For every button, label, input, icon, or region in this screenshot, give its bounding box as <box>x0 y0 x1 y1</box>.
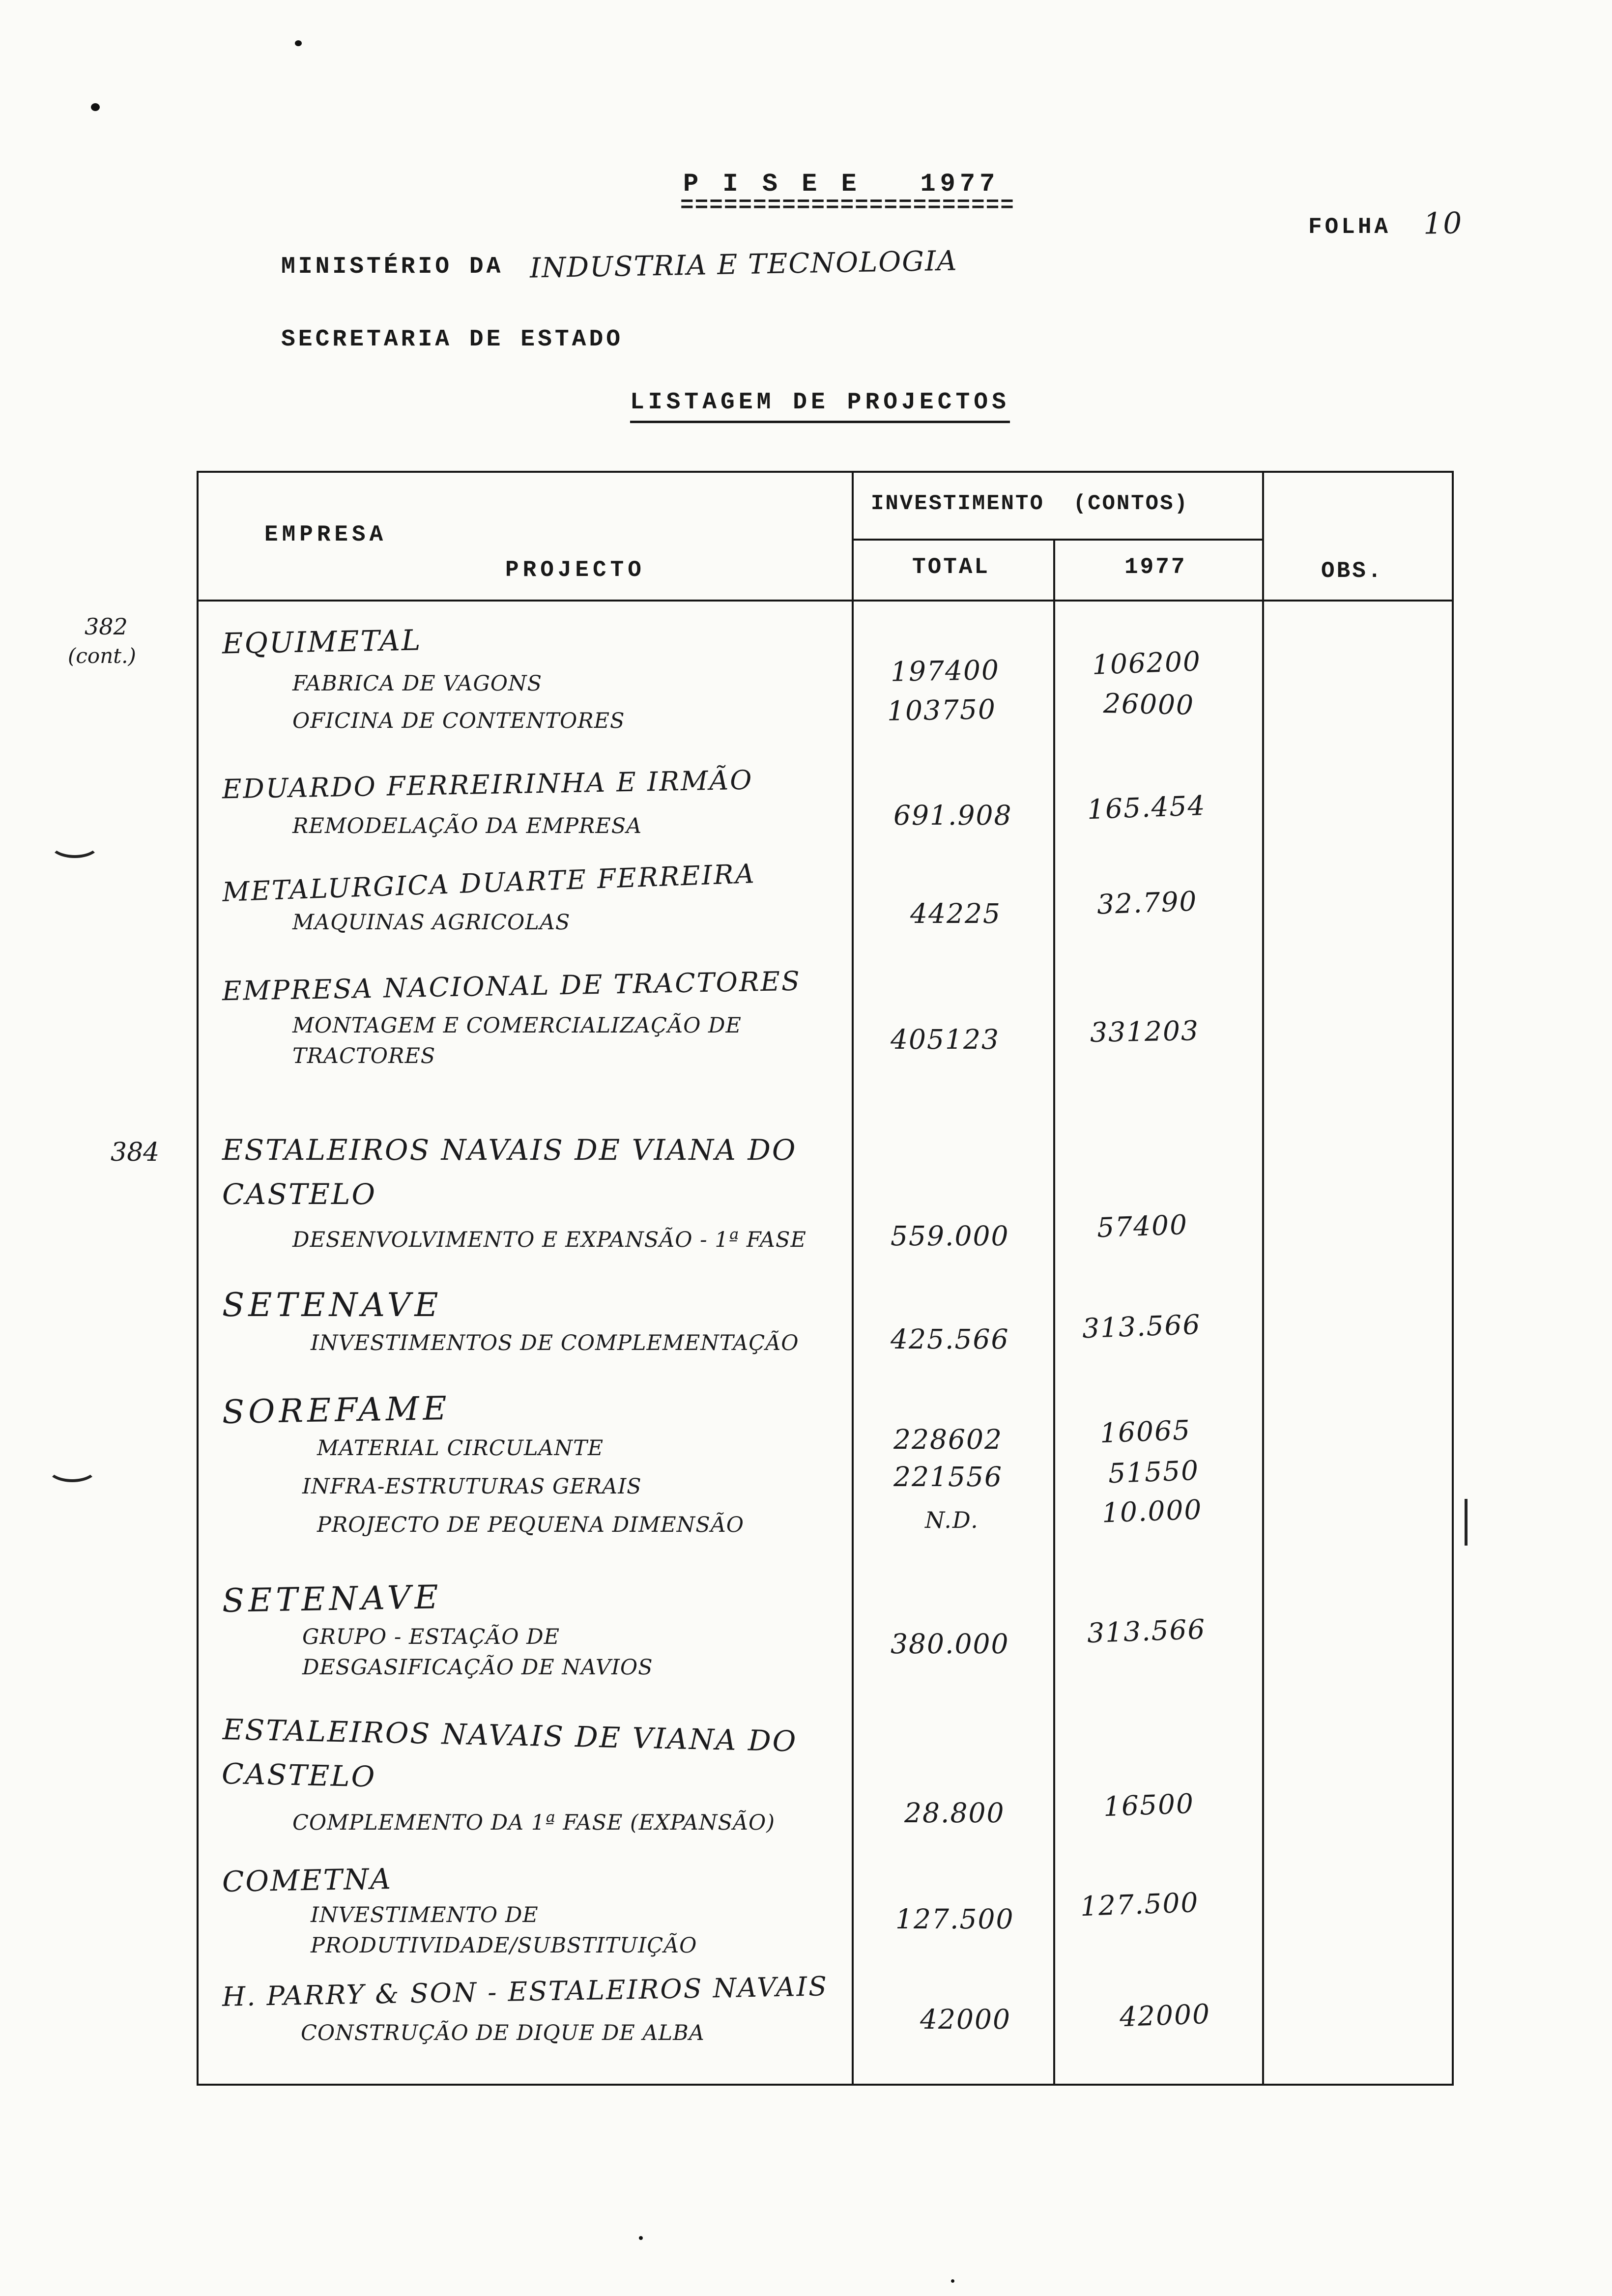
column-divider <box>1053 541 1055 2084</box>
company-name: COMETNA <box>222 1862 393 1899</box>
column-header-obs: OBS. <box>1321 558 1383 584</box>
ministry-handwritten: INDUSTRIA E TECNOLOGIA <box>529 245 958 285</box>
margin-note: (cont.) <box>68 644 136 668</box>
value-total: 103750 <box>887 693 997 727</box>
column-header-1977: 1977 <box>1124 554 1187 580</box>
project-name: OFICINA DE CONTENTORES <box>292 709 625 733</box>
project-name: GRUPO - ESTAÇÃO DE DESGASIFICAÇÃO DE NAVIOS <box>302 1625 653 1680</box>
value-total: 197400 <box>890 654 1000 688</box>
scan-speck <box>91 103 100 111</box>
value-1977: 51550 <box>1107 1454 1200 1490</box>
sheet-number: 10 <box>1423 206 1463 241</box>
company-name: METALURGICA DUARTE FERREIRA <box>222 858 756 908</box>
value-1977: 26000 <box>1103 688 1195 721</box>
company-name: ESTALEIROS NAVAIS DE VIANA DO CASTELO <box>221 1713 798 1794</box>
value-total: 691.908 <box>893 800 1012 831</box>
project-name: MONTAGEM E COMERCIALIZAÇÃO DE TRACTORES <box>292 1013 742 1069</box>
value-total: 425.566 <box>891 1323 1009 1355</box>
value-1977: 16065 <box>1099 1414 1191 1449</box>
value-1977: 32.790 <box>1096 885 1198 920</box>
project-name: REMODELAÇÃO DA EMPRESA <box>292 814 642 838</box>
value-total: 28.800 <box>904 1797 1005 1829</box>
value-total: 228602 <box>893 1424 1003 1455</box>
value-1977: 313.566 <box>1081 1308 1202 1345</box>
value-total: 405123 <box>891 1024 1000 1055</box>
company-name: EMPRESA NACIONAL DE TRACTORES <box>222 965 802 1007</box>
value-total: 42000 <box>920 2004 1011 2035</box>
scan-speck <box>639 2236 643 2240</box>
secretaria-label: SECRETARIA DE ESTADO <box>281 326 624 353</box>
value-1977: 16500 <box>1102 1787 1195 1823</box>
pen-mark <box>1465 1499 1468 1546</box>
project-name: DESENVOLVIMENTO E EXPANSÃO - 1ª FASE <box>292 1228 806 1252</box>
value-total: 127.500 <box>895 1903 1014 1935</box>
project-name: INVESTIMENTOS DE COMPLEMENTAÇÃO <box>311 1331 799 1355</box>
company-name: H. PARRY & SON - ESTALEIROS NAVAIS <box>222 1971 829 2012</box>
document-code-underline: ======================= <box>680 193 1015 218</box>
company-name: SETENAVE <box>222 1578 443 1620</box>
sheet-label: FOLHA <box>1308 214 1391 240</box>
value-1977: 313.566 <box>1086 1613 1207 1649</box>
project-name: PROJECTO DE PEQUENA DIMENSÃO <box>317 1513 745 1537</box>
value-total: 559.000 <box>891 1220 1009 1252</box>
header-divider <box>199 600 1452 602</box>
project-name: COMPLEMENTO DA 1ª FASE (EXPANSÃO) <box>292 1810 776 1835</box>
value-1977: 127.500 <box>1079 1886 1200 1923</box>
column-header-empresa: EMPRESA <box>264 522 387 547</box>
project-name: INFRA-ESTRUTURAS GERAIS <box>302 1474 642 1499</box>
value-1977: 10.000 <box>1101 1493 1203 1529</box>
value-total: 44225 <box>910 898 1001 929</box>
column-divider <box>852 473 854 2084</box>
project-name: CONSTRUÇÃO DE DIQUE DE ALBA <box>301 2021 705 2045</box>
value-1977: 57400 <box>1096 1208 1188 1244</box>
column-header-investimento: INVESTIMENTO (CONTOS) <box>871 491 1189 516</box>
document-code: P I S E E 1977 <box>683 170 1000 199</box>
page-title: LISTAGEM DE PROJECTOS <box>630 389 1010 423</box>
margin-note: 384 <box>111 1138 160 1167</box>
project-name: MAQUINAS AGRICOLAS <box>292 910 571 935</box>
company-name: EQUIMETAL <box>222 623 422 660</box>
pen-mark <box>49 830 100 858</box>
company-name: SOREFAME <box>222 1389 451 1432</box>
scan-speck <box>951 2279 954 2283</box>
project-name: FABRICA DE VAGONS <box>292 671 543 696</box>
company-name: ESTALEIROS NAVAIS DE VIANA DO CASTELO <box>222 1133 797 1211</box>
column-header-total: TOTAL <box>912 554 990 580</box>
value-total: 380.000 <box>891 1628 1009 1660</box>
value-1977: 165.454 <box>1086 789 1207 826</box>
margin-note: 382 <box>85 613 128 640</box>
value-1977: 331203 <box>1090 1015 1200 1048</box>
value-1977: 106200 <box>1091 645 1202 681</box>
value-total: 221556 <box>893 1461 1003 1492</box>
ministry-typed: MINISTÉRIO DA <box>281 254 504 280</box>
project-name: MATERIAL CIRCULANTE <box>317 1436 604 1461</box>
company-name: EDUARDO FERREIRINHA E IRMÃO <box>222 764 753 805</box>
pen-mark <box>47 1454 98 1482</box>
column-header-projecto: PROJECTO <box>505 557 645 583</box>
header-divider <box>852 539 1264 541</box>
value-1977: 42000 <box>1119 1998 1211 2033</box>
value-total: N.D. <box>925 1507 979 1533</box>
scan-speck <box>295 40 302 46</box>
column-divider <box>1262 473 1264 2084</box>
project-name: INVESTIMENTO DE PRODUTIVIDADE/SUBSTITUIÇÃO <box>311 1903 697 1958</box>
company-name: SETENAVE <box>222 1286 442 1324</box>
